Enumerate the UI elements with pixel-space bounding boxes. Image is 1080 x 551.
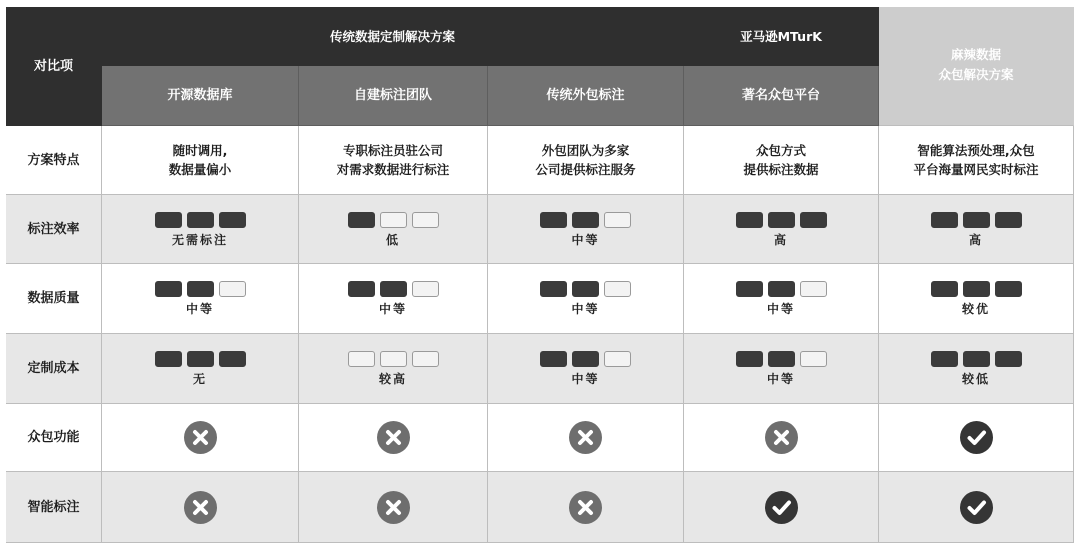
level-block-empty [412,351,439,367]
level-block-empty [380,351,407,367]
cell-mala [879,126,1074,195]
level-indicator [736,212,827,228]
level-block-filled [963,281,990,297]
level-block-empty [219,281,246,297]
level-block-empty [348,351,375,367]
level-indicator [540,212,631,228]
cell-opensource [102,195,299,264]
feature-text-line: 平台海量网民实时标注 [913,162,1039,177]
level-indicator [540,351,631,367]
level-text: 低 [385,232,400,247]
cell-opensource [102,404,299,472]
level-block-filled [995,351,1022,367]
level-block-filled [219,212,246,228]
level-text: 中等 [378,302,407,316]
level-indicator [540,281,631,297]
feature-text-line: 专职标注员驻公司 [342,143,443,158]
row-label: 众包功能 [6,404,102,472]
cell-opensource [102,126,299,195]
level-block-empty [380,212,407,228]
level-text: 无需标注 [171,232,228,247]
header-mala-line2: 众包解决方案 [938,67,1014,82]
cell-outsource [488,195,684,264]
level-block-filled [348,281,375,297]
level-text: 较优 [961,302,990,316]
check-icon [960,421,993,454]
cross-icon [569,491,602,524]
level-block-filled [155,351,182,367]
level-text: 中等 [571,372,600,386]
level-text: 高 [968,232,983,247]
level-text: 中等 [766,372,795,386]
level-block-filled [540,351,567,367]
cell-crowd [684,264,879,334]
level-block-filled [187,281,214,297]
feature-text-line: 数据量偏小 [168,162,232,177]
level-block-empty [412,212,439,228]
level-block-filled [736,281,763,297]
cell-outsource [488,334,684,404]
level-block-empty [604,281,631,297]
header-col-inhouse: 自建标注团队 [299,66,488,126]
level-text: 中等 [185,302,214,316]
level-block-empty [412,281,439,297]
comparison-table [6,7,1074,543]
cell-mala [879,334,1074,404]
level-indicator [348,351,439,367]
header-mala-line1: 麻辣数据 [950,47,1001,62]
level-block-filled [800,212,827,228]
level-block-filled [572,212,599,228]
cell-crowd [684,126,879,195]
level-block-filled [736,212,763,228]
level-block-filled [187,212,214,228]
header-mala-solution [879,7,1074,126]
level-block-filled [995,212,1022,228]
feature-text-line: 众包方式 [755,143,806,158]
header-col-outsource: 传统外包标注 [488,66,684,126]
level-block-filled [572,281,599,297]
cross-icon [184,491,217,524]
level-block-empty [800,351,827,367]
cell-outsource [488,472,684,543]
feature-text-line: 智能算法预处理,众包 [917,143,1035,158]
cell-inhouse [299,264,488,334]
level-block-filled [348,212,375,228]
check-icon [765,491,798,524]
level-text: 较低 [961,372,990,386]
level-block-filled [572,351,599,367]
level-text: 无 [192,372,207,386]
level-text: 高 [773,232,788,247]
level-block-empty [604,351,631,367]
cross-icon [569,421,602,454]
level-block-filled [540,212,567,228]
header-compare-label: 对比项 [6,7,102,126]
level-block-filled [768,212,795,228]
row-label: 智能标注 [6,472,102,543]
level-block-filled [155,281,182,297]
level-indicator [931,212,1022,228]
level-block-filled [995,281,1022,297]
cell-mala [879,472,1074,543]
level-block-filled [736,351,763,367]
level-indicator [736,351,827,367]
cell-mala [879,195,1074,264]
header-col-crowd: 著名众包平台 [684,66,879,126]
level-text: 中等 [766,302,795,316]
level-block-filled [380,281,407,297]
level-block-filled [963,351,990,367]
header-col-opensource: 开源数据库 [102,66,299,126]
cell-inhouse [299,126,488,195]
cell-outsource [488,404,684,472]
level-block-filled [931,281,958,297]
cell-opensource [102,472,299,543]
check-icon [960,491,993,524]
level-indicator [931,281,1022,297]
level-text: 中等 [571,232,600,247]
cell-opensource [102,334,299,404]
cell-crowd [684,334,879,404]
level-text: 较高 [378,372,407,386]
cell-inhouse [299,404,488,472]
level-block-empty [800,281,827,297]
row-label: 标注效率 [6,195,102,264]
level-indicator [348,281,439,297]
header-traditional-group: 传统数据定制解决方案 [102,7,684,66]
level-block-empty [604,212,631,228]
level-text: 中等 [571,302,600,316]
level-block-filled [931,212,958,228]
cell-outsource [488,264,684,334]
cell-crowd [684,472,879,543]
feature-text-line: 对需求数据进行标注 [336,162,450,177]
level-block-filled [540,281,567,297]
level-block-filled [187,351,214,367]
cross-icon [765,421,798,454]
row-label: 定制成本 [6,334,102,404]
cell-mala [879,264,1074,334]
level-block-filled [768,351,795,367]
cell-inhouse [299,195,488,264]
feature-text-line: 外包团队为多家 [541,143,630,158]
header-amazon-group: 亚马逊MTurK [684,7,879,66]
level-indicator [155,351,246,367]
level-indicator [155,281,246,297]
cell-crowd [684,404,879,472]
cell-inhouse [299,334,488,404]
level-block-filled [219,351,246,367]
level-block-filled [155,212,182,228]
cell-outsource [488,126,684,195]
feature-text-line: 公司提供标注服务 [535,162,636,177]
cross-icon [184,421,217,454]
level-indicator [348,212,439,228]
feature-text-line: 提供标注数据 [743,162,819,177]
level-block-filled [963,212,990,228]
feature-text-line: 随时调用, [172,143,228,158]
level-indicator [736,281,827,297]
cell-inhouse [299,472,488,543]
level-block-filled [768,281,795,297]
cell-crowd [684,195,879,264]
level-indicator [931,351,1022,367]
cross-icon [377,491,410,524]
cell-mala [879,404,1074,472]
level-block-filled [931,351,958,367]
row-label: 数据质量 [6,264,102,334]
row-label: 方案特点 [6,126,102,195]
level-indicator [155,212,246,228]
cell-opensource [102,264,299,334]
cross-icon [377,421,410,454]
